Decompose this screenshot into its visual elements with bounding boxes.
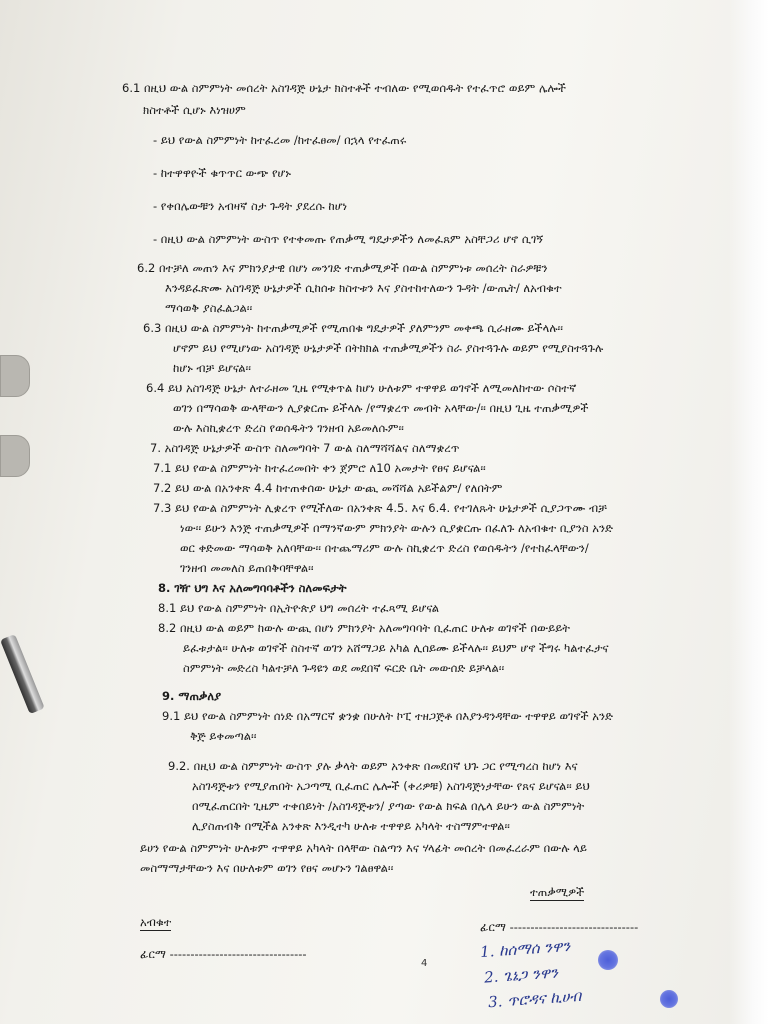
section-heading: 9. ማጠቃለያ — [162, 689, 222, 703]
clause-line: ይፈቱታል፡፡ ሁለቱ ወገኖች ስስተኛ ወገን አሸማጋይ አካል ሊሰይሙ ይችላሉ፡፡ ይህም ሆኖ ችግሩ ካልተፈታና — [183, 641, 609, 655]
ink-stamp — [598, 950, 618, 970]
clause-line: ወገን በማሳወቅ ውላቸውን ሊያቋርጡ ይችላሉ /የማቋረጥ መብት አላቸው/፡፡ በዚህ ጊዜ ተጠቃሚዎች — [173, 401, 589, 415]
binder-ring — [0, 435, 30, 477]
clause-line: 8.1 ይህ የውል ስምምነት በኢትዮጵያ ህግ መሰረት ተፈጻሚ ይሆናል — [158, 601, 440, 615]
clause-line: እንዳይፈጽሙ አስገዳጅ ሁኔታዎች ሲከሰቱ ክስተቱን እና ያስተከተለውን ጉዳት /ውጤት/ ለአብቁተ — [165, 281, 562, 295]
clause-line: 6.2 በተቻለ መጠን እና ምክንያታዊ በሆነ መንገድ ተጠቃሚዎች በውል ስምምነቱ መሰረት ስራዎቹን — [137, 261, 548, 275]
clause-line: 9.2. በዚህ ውል ስምምነት ውስጥ ያሉ ቃላት ወይም አንቀጽ በመደበኛ ህጉ ጋር የሚጣረስ ከሆነ እና — [168, 759, 578, 773]
clause-line: 6.4 ይህ አስገዳጅ ሁኔታ ለተራዘመ ጊዜ የሚቀጥል ከሆነ ሁለቱም ተዋዋይ ወገኖች ለሚመለከተው ሶስተኛ — [146, 381, 577, 395]
clause-line: 9.1 ይህ የውል ስምምነት ሰነድ በአማርኛ ቋንቋ በሁለት ኮፒ ተዘጋጅቶ በእያንዳንዳቸው ተዋዋይ ወገኖች አንድ — [162, 709, 613, 723]
handwritten-signature: 2. ጌኔጋ ንዋን — [483, 963, 559, 987]
closing-line: ይሀን የውል ስምምነት ሁለቱም ተዋዋይ አካላት በላቸው ስልጣን እና ሃላፊት መሰረት በመፈረራም በውሉ ላይ — [140, 841, 587, 855]
clause-line: ገንዘብ መመለስ ይጠበቅባቸዋል፡፡ — [180, 561, 314, 575]
list-item: - የቀበሌውቹን አብዛኛ ስታ ጉዳት ያደረሱ ከሆነ — [153, 199, 348, 213]
beneficiaries-signature-line: ፊርማ ------------------------------- — [480, 920, 639, 934]
handwritten-signature: 3. ጥሮዳና ኪሀብ — [487, 986, 582, 1012]
clause-line: በሚፈጠርበት ጊዜም ተቀበይነት /አስገዳጅቱን/ ያጣው የውል ክፍል በሌላ ይሁን ውል ስምምነት — [192, 799, 585, 813]
abkute-label: አብቁተ — [140, 915, 172, 929]
clause-line: 8.2 በዚህ ውል ወይም ከውሉ ውጪ በሆነ ምክንያት አለመግባባት ቢፈጠር ሁለቱ ወገኖች በውይይት — [158, 621, 571, 635]
clause-line: ማሳወቅ ያስፈልጋል፡፡ — [165, 301, 253, 315]
clause-line: 6.1 በዚህ ውል ስምምነት መሰረት አስገዳጅ ሁኔታ ክስተቶች ተብለው የሚወሰዱት የተፈጥሮ ወይም ሌሎች — [122, 81, 567, 95]
clause-line: ቅጅ ይቀመጣል፡፡ — [190, 729, 257, 743]
beneficiaries-heading: ተጠቃሚዎች — [530, 885, 585, 899]
ink-stamp — [660, 990, 678, 1008]
clause-line: ሊያስጠብቅ በሚችል አንቀጽ እንዲተካ ሁለቱ ተዋዋይ አካላት ተስማምተዋል፡፡ — [192, 819, 510, 833]
abkute-signature-line: ፊርማ --------------------------------- — [140, 947, 307, 961]
clause-line: ስምምነት መድረስ ካልተቻለ ጉዳዩን ወደ መደበኛ ፍርድ ቤት መውሰድ ይቻላል፡፡ — [183, 661, 505, 675]
list-item: - በዚህ ውል ስምምነት ውስጥ የተቀመጡ የጠቃሚ ግዴታዎችን ለመፈጸም አስቸጋሪ ሆኖ ሲገኝ — [153, 232, 544, 246]
clause-line: 7.1 ይህ የውል ስምምነት ከተፈረመበት ቀን ጀምሮ ለ10 አመታት የፀና ይሆናል፡፡ — [153, 461, 486, 475]
handwritten-signature: 1. ከሰማሰ ንዋን — [479, 936, 571, 962]
clause-line: ውሉ እስኪቋረጥ ድረስ የወሰዱትን ገንዘብ አይመለሱም፡፡ — [173, 421, 404, 435]
page-number: 4 — [421, 958, 428, 969]
clause-line: 7.3 ይህ የውል ስምምነት ሊቋረጥ የሚችለው በአንቀጽ 4.5. እና 6.4. የተገለጹት ሁኔታዎች ሲያጋጥሙ ብቻ — [153, 501, 607, 515]
list-item: - ይህ የውል ስምምነት ከተፈረመ /ከተፈፀመ/ በኋላ የተፈጠሩ — [153, 133, 407, 147]
section-heading: 8. ገዥ ህግ እና አለመግባባቶችን ስለመፍታት — [158, 581, 347, 595]
page-edge — [729, 0, 769, 1024]
clause-line: 6.3 በዚህ ውል ስምምነት ከተጠቃሚዎች የሚጠበቁ ግዴታዎች ያለምንም መቀጫ ሲራዘሙ ይችላሉ፡፡ — [143, 321, 563, 335]
clause-line: ከሆኑ ብቻ ይሆናል፡፡ — [173, 361, 251, 375]
clause-line: አስገዳጅቱን የሚያጠበት አጋጣሚ ቢፈጠር ሌሎች (ቀሪዎቹ) አስገዳጅነታቸው የጸና ይሆናል፡፡ ይህ — [192, 779, 590, 793]
clause-line: ወር ቀድመው ማሳወቅ አለባቸው፡፡ በተጨማሪም ውሉ ስኪቋረጥ ድረስ የወሰዱትን /የተከፈላቸውን/ — [180, 541, 589, 555]
section-heading: 7. አስገዳጅ ሁኔታዎች ውስጥ ስለመግባት 7 ውል ስለማሻሻልና ስለማቋረጥ — [150, 441, 460, 455]
clause-line: ነው፡፡ ይሁን እንጅ ተጠቃሚዎች በማንኛውም ምክንያት ውሉን ሲያቋርጡ በፈለጉ ለአብቁተ ቢያንስ አንድ — [180, 521, 614, 535]
closing-line: መስማማታቸውን እና በሁለቱም ወገን የፀና መሆኑን ገልፀዋል፡፡ — [140, 861, 394, 875]
clause-line: 7.2 ይህ ውል በአንቀጽ 4.4 ከተጠቀሰው ሁኔታ ውጪ መሻሻል አይችልም/ የለበትም — [153, 481, 503, 495]
binder-ring — [0, 355, 30, 397]
list-item: - ከተዋዋዮች ቁጥጥር ውጭ የሆኑ — [153, 166, 291, 180]
clause-line: ሆኖም ይህ የሚሆነው አስገዳጅ ሁኔታዎች በትክክል ተጠቃሚዎችን ስራ ያስተጓጉሉ ወይም የሚያስተጓጉሉ — [173, 341, 604, 355]
clause-line: ክስተቶች ሲሆኑ እነዝሀም — [143, 103, 246, 117]
